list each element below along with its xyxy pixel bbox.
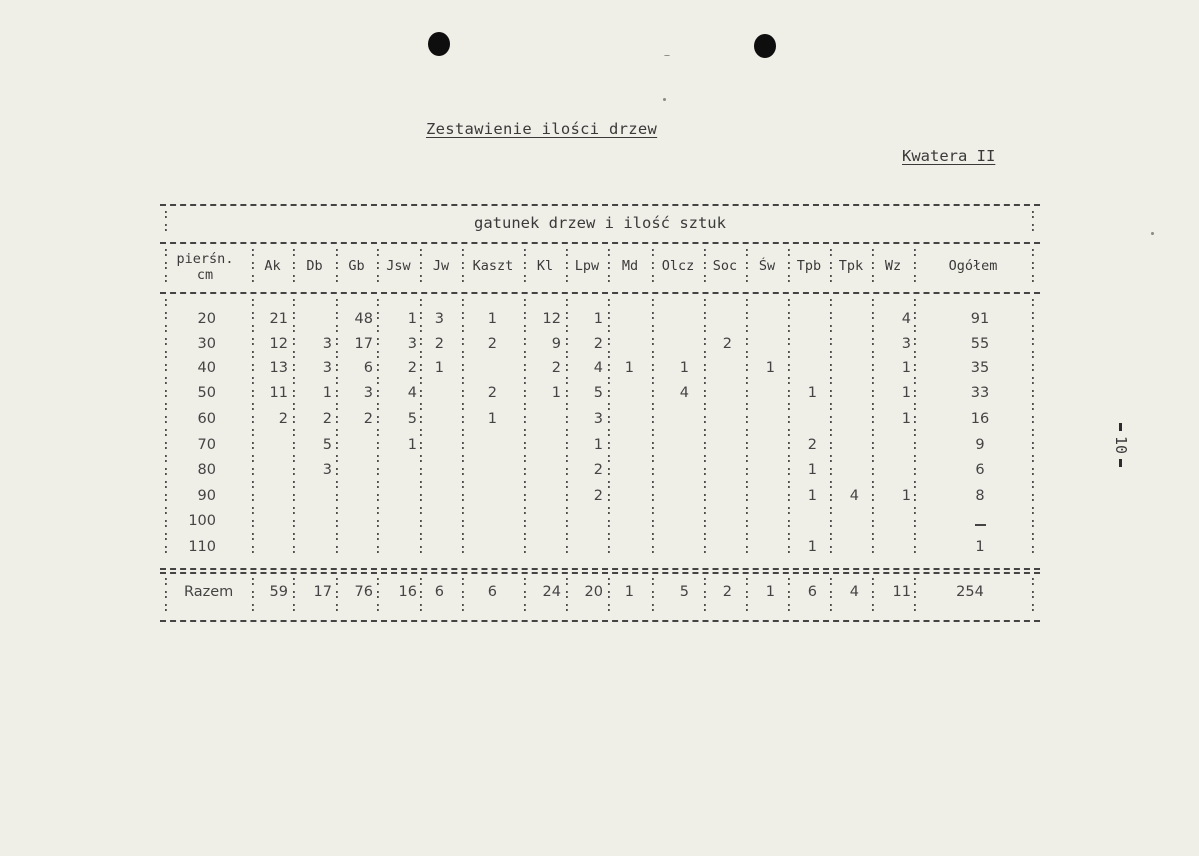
column-separator: : : : [1029,574,1037,615]
total-header: Ogółem [948,258,998,274]
column-separator: : : : : : : : : : : : : : : : : : : : : [701,295,709,557]
diameter-cell: 90 [197,488,216,504]
column-separator: : : : [869,574,877,615]
count-cell-lpw: 4 [593,360,603,376]
column-separator: : : : [743,574,751,615]
section-label: Kwatera II [902,147,996,165]
column-separator: : : : [743,245,751,286]
total-cell-olcz: 5 [679,584,689,600]
column-separator: : : : [521,574,529,615]
count-cell-gb: 48 [354,311,373,327]
count-cell-jsw: 2 [407,360,417,376]
count-cell-wz: 1 [901,385,911,401]
count-cell-jsw: 4 [407,385,417,401]
column-separator: : : : : : : : : : : : : : : : : : : : : [521,295,529,557]
row-total-dash [975,524,986,526]
column-separator: : : : : : : : : : : : : : : : : : : : : [869,295,877,557]
species-header-soc: Soc [712,258,738,274]
row-total-cell: 16 [970,411,990,427]
punch-hole-right [754,34,776,58]
count-cell-wz: 3 [901,336,911,352]
count-cell-lpw: 3 [593,411,603,427]
count-cell-db: 1 [322,385,332,401]
species-header-gb: Gb [348,258,365,274]
column-separator: : : : [417,245,425,286]
count-cell-kl: 9 [551,336,561,352]
count-cell-db: 3 [322,462,332,478]
column-separator: : : : [649,574,657,615]
row-total-cell: 8 [975,488,985,504]
species-header-św: Św [758,258,776,274]
page-number: 10 [1111,418,1131,458]
column-separator: : : : [701,574,709,615]
row-total-cell: 9 [975,437,985,453]
species-header-db: Db [306,258,323,274]
species-header-tpb: Tpb [796,258,822,274]
column-separator: : : : : : : : : : : : : : : : : : : : : [1029,295,1037,557]
column-separator: : : : : : : : : : : : : : : : : : : : : [785,295,793,557]
column-separator: : : : [701,245,709,286]
count-cell-tpb: 2 [807,437,817,453]
total-cell-soc: 2 [722,584,732,600]
count-cell-kl: 2 [551,360,561,376]
paper-speck [1151,232,1154,235]
total-cell-db: 17 [313,584,332,600]
count-cell-ak: 2 [278,411,288,427]
count-cell-ak: 13 [269,360,288,376]
column-separator: : : [1029,207,1037,235]
count-cell-ak: 12 [269,336,288,352]
column-separator: : : : [827,245,835,286]
count-cell-gb: 2 [363,411,373,427]
total-cell-jsw: 16 [398,584,417,600]
column-separator: : : : : : : : : : : : : : : : : : : : : [290,295,298,557]
count-cell-db: 5 [322,437,332,453]
count-cell-jsw: 3 [407,336,417,352]
column-separator: : : : [459,574,467,615]
count-cell-kaszt: 1 [487,311,497,327]
column-separator: : : : : : : : : : : : : : : : : : : : : [459,295,467,557]
header-rule [160,242,1040,244]
column-separator: : : : : : : : : : : : : : : : : : : : : [605,295,613,557]
count-cell-olcz: 4 [679,385,689,401]
count-cell-tpb: 1 [807,539,817,555]
column-separator: : : : [249,574,257,615]
table-bottom-rule [160,620,1040,622]
count-cell-tpb: 1 [807,488,817,504]
count-cell-św: 1 [765,360,775,376]
column-separator: : : : [333,245,341,286]
count-cell-tpb: 1 [807,462,817,478]
count-cell-db: 3 [322,360,332,376]
species-header-kaszt: Kaszt [472,258,514,274]
column-separator: : : : [417,574,425,615]
column-separator: : : : : : : : : : : : : : : : : : : : : [417,295,425,557]
diameter-cell: 80 [197,462,216,478]
column-separator: : : : [162,245,170,286]
column-separator: : : : : : : : : : : : : : : : : : : : : [743,295,751,557]
column-separator: : : : [290,245,298,286]
total-cell-kaszt: 6 [487,584,497,600]
species-header-jw: Jw [432,258,450,274]
count-cell-lpw: 1 [593,437,603,453]
total-cell-wz: 11 [892,584,911,600]
total-cell-jw: 6 [434,584,444,600]
diameter-cell: 30 [197,336,216,352]
count-cell-lpw: 2 [593,336,603,352]
column-separator: : : : : : : : : : : : : : : : : : : : : [911,295,919,557]
column-separator: : : : [563,574,571,615]
row-total-cell: 33 [970,385,990,401]
totals-label: Razem [184,584,234,600]
column-separator: : : : : : : : : : : : : : : : : : : : : [249,295,257,557]
column-separator: : : : [605,574,613,615]
count-cell-soc: 2 [722,336,732,352]
column-separator: : : : [563,245,571,286]
column-separator: : : : [374,574,382,615]
count-cell-db: 3 [322,336,332,352]
count-cell-jsw: 1 [407,437,417,453]
count-cell-lpw: 1 [593,311,603,327]
row-total-cell: 1 [975,539,985,555]
column-separator: : : : [785,245,793,286]
column-header-rule [160,292,1040,294]
count-cell-tpb: 1 [807,385,817,401]
count-cell-kaszt: 2 [487,336,497,352]
count-cell-jsw: 5 [407,411,417,427]
grand-total-cell: 254 [956,584,984,600]
count-cell-ak: 21 [269,311,288,327]
tree-count-table [160,204,1040,628]
diameter-cell: 100 [188,513,216,529]
table-header: gatunek drzew i ilość sztuk [474,214,726,232]
count-cell-kl: 1 [551,385,561,401]
count-cell-lpw: 2 [593,462,603,478]
column-separator: : : : [911,245,919,286]
count-cell-wz: 1 [901,360,911,376]
total-cell-md: 1 [624,584,634,600]
total-cell-tpb: 6 [807,584,817,600]
column-separator: : : : : : : : : : : : : : : : : : : : : [333,295,341,557]
column-separator: : : : : : : : : : : : : : : : : : : : : [827,295,835,557]
species-header-wz: Wz [884,258,902,274]
total-cell-ak: 59 [269,584,288,600]
diameter-cell: 50 [197,385,216,401]
species-header-tpk: Tpk [838,258,864,274]
column-separator: : : : [827,574,835,615]
count-cell-kl: 12 [542,311,561,327]
column-separator: : : : [785,574,793,615]
species-header-ak: Ak [264,258,281,274]
count-cell-md: 1 [624,360,634,376]
count-cell-wz: 1 [901,488,911,504]
diameter-cell: 20 [197,311,216,327]
species-header-lpw: Lpw [574,258,600,274]
row-total-cell: 91 [970,311,990,327]
column-separator: : : : [162,574,170,615]
count-cell-db: 2 [322,411,332,427]
count-cell-ak: 11 [269,385,288,401]
count-cell-tpk: 4 [849,488,859,504]
body-rule [160,568,1040,570]
count-cell-jw: 1 [434,360,444,376]
species-header-jsw: Jsw [386,258,411,274]
total-cell-św: 1 [765,584,775,600]
column-separator: : : : [1029,245,1037,286]
diameter-cell: 110 [188,539,216,555]
column-separator: : : : [459,245,467,286]
species-header-md: Md [621,258,639,274]
species-header-olcz: Olcz [661,258,695,274]
column-separator: : : : [333,574,341,615]
count-cell-jsw: 1 [407,311,417,327]
count-cell-kaszt: 2 [487,385,497,401]
species-header-kl: Kl [536,258,554,274]
total-cell-tpk: 4 [849,584,859,600]
document-title: Zestawienie ilości drzew [426,120,658,138]
column-separator: : : : [605,245,613,286]
count-cell-gb: 6 [363,360,373,376]
total-cell-gb: 76 [354,584,373,600]
row-total-cell: 35 [970,360,990,376]
count-cell-lpw: 2 [593,488,603,504]
count-cell-jw: 3 [434,311,444,327]
column-separator: : : [162,207,170,235]
column-separator: : : : : : : : : : : : : : : : : : : : : [374,295,382,557]
column-separator: : : : [649,245,657,286]
count-cell-wz: 1 [901,411,911,427]
column-separator: : : : [374,245,382,286]
punch-hole-left [428,32,450,56]
paper-speck [663,98,666,101]
row-total-cell: 6 [975,462,985,478]
diameter-cell: 60 [197,411,216,427]
table-top-rule [160,204,1040,206]
column-separator: : : : : : : : : : : : : : : : : : : : : [162,295,170,557]
row-total-cell: 55 [970,336,990,352]
column-separator: : : : [911,574,919,615]
diameter-cell: 70 [197,437,216,453]
count-cell-wz: 4 [901,311,911,327]
diameter-header: pierśn. cm [176,251,234,283]
count-cell-jw: 2 [434,336,444,352]
column-separator: : : : [521,245,529,286]
count-cell-gb: 3 [363,385,373,401]
total-cell-lpw: 20 [584,584,603,600]
paper-speck [664,55,670,56]
column-separator: : : : : : : : : : : : : : : : : : : : : [563,295,571,557]
count-cell-gb: 17 [354,336,373,352]
column-separator: : : : [869,245,877,286]
count-cell-lpw: 5 [593,385,603,401]
count-cell-olcz: 1 [679,360,689,376]
column-separator: : : : [290,574,298,615]
total-cell-kl: 24 [542,584,561,600]
diameter-cell: 40 [197,360,216,376]
column-separator: : : : : : : : : : : : : : : : : : : : : [649,295,657,557]
column-separator: : : : [249,245,257,286]
count-cell-kaszt: 1 [487,411,497,427]
